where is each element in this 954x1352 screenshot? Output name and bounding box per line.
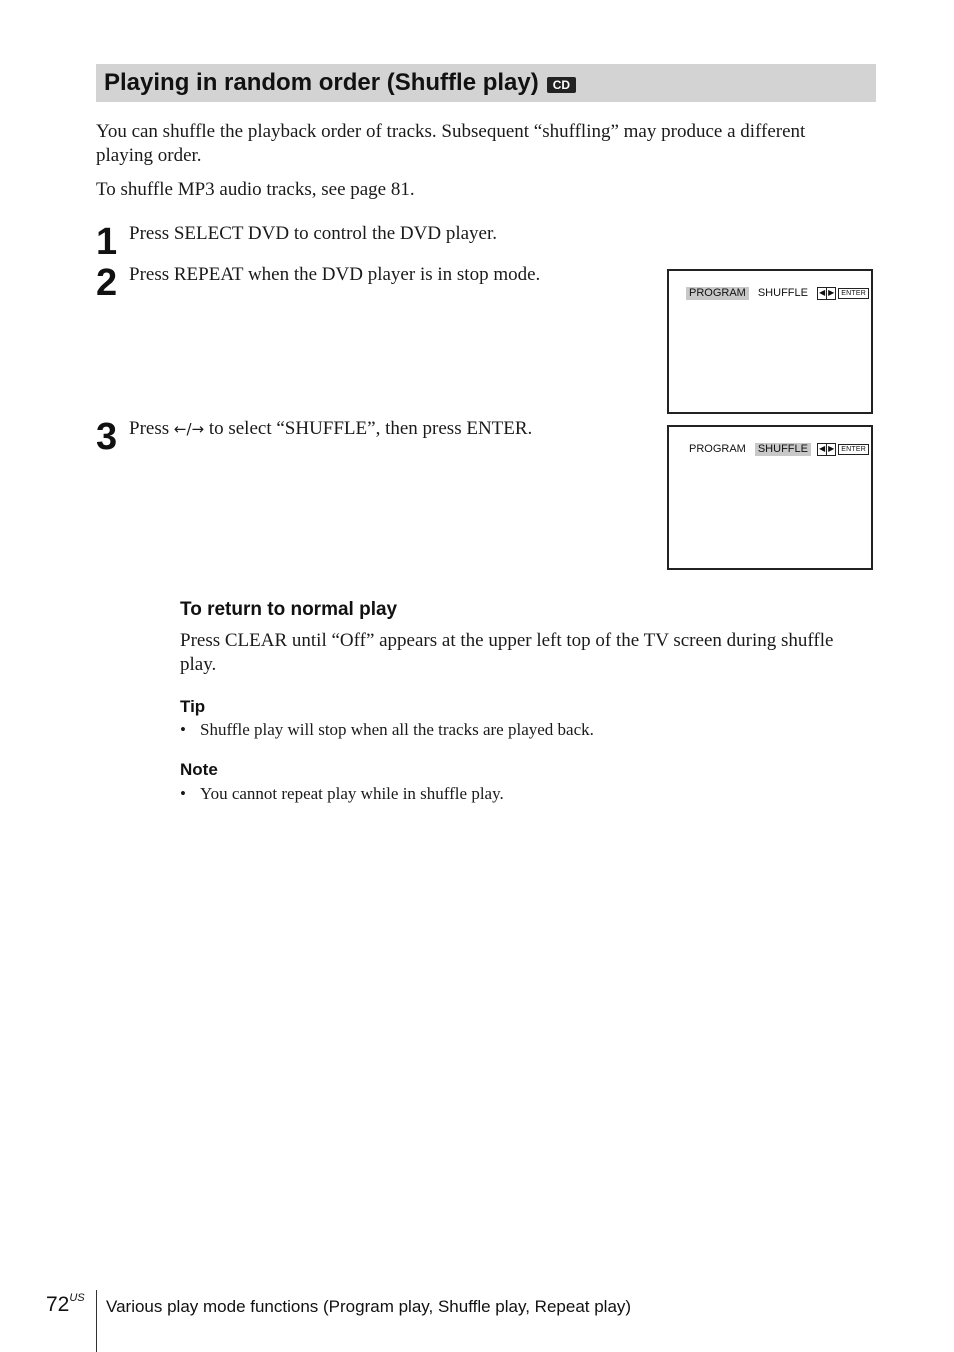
tv-screen-1 [667,269,873,414]
enter-icon: ENTER [838,288,869,299]
bullet-icon: • [180,784,186,803]
osd-shuffle: SHUFFLE [757,287,808,299]
page-number-value: 72 [46,1293,70,1316]
left-right-icon [817,287,836,300]
return-normal-paragraph [180,629,833,677]
note-item [180,783,504,805]
step-3-number: 3 [96,416,118,458]
right-arrow-icon: ▶ [828,444,835,453]
step-1-text: Press SELECT DVD to control the DVD player. [129,223,497,244]
step-2-number: 2 [96,262,118,304]
page-number [46,1293,85,1317]
osd-program: PROGRAM [686,287,749,300]
return-normal-line-2: play. [180,654,217,675]
tip-item [180,719,594,741]
tv-screen-2 [667,425,873,570]
tip-heading: Tip [180,697,206,716]
intro-paragraph [96,120,805,168]
step-2-text: Press REPEAT when the DVD player is in stop mode. [129,264,541,285]
step-3-text [129,417,532,441]
right-arrow-icon: ▶ [828,288,835,297]
section-title-bar [96,64,876,102]
left-arrow-icon: ◀ [818,444,826,453]
region-code: US [69,1292,85,1304]
intro-line-2: playing order. [96,145,202,166]
intro-line-1: You can shuffle the playback order of tracks. Subsequent “shuffling” may produce a different [96,121,806,142]
note-heading: Note [180,760,218,779]
footer-divider [96,1290,97,1352]
step-3-text-after: to select “SHUFFLE”, then press ENTER. [208,418,533,439]
bullet-icon: • [180,720,186,739]
tip-text: Shuffle play will stop when all the tracks are played back. [200,720,594,739]
osd-menu [686,443,869,456]
note-text: You cannot repeat play while in shuffle play. [200,784,504,803]
left-right-icon [817,443,836,456]
osd-program: PROGRAM [689,443,746,455]
step-3-text-before: Press [129,418,170,439]
return-normal-heading: To return to normal play [180,599,398,620]
step-1-number: 1 [96,221,118,263]
enter-icon: ENTER [838,444,869,455]
cd-badge: CD [547,77,576,93]
see-also-text: To shuffle MP3 audio tracks, see page 81. [96,179,415,200]
left-arrow-icon: ◀ [818,288,826,297]
chapter-title: Various play mode functions (Program play, Shuffle play, Repeat play) [106,1297,632,1316]
osd-menu [686,287,869,300]
osd-shuffle: SHUFFLE [755,443,811,456]
left-right-arrow-icon: ←/→ [173,420,205,438]
section-title: Playing in random order (Shuffle play) [104,69,539,96]
return-normal-line-1: Press CLEAR until “Off” appears at the upper left top of the TV screen during shuffle [180,630,834,651]
